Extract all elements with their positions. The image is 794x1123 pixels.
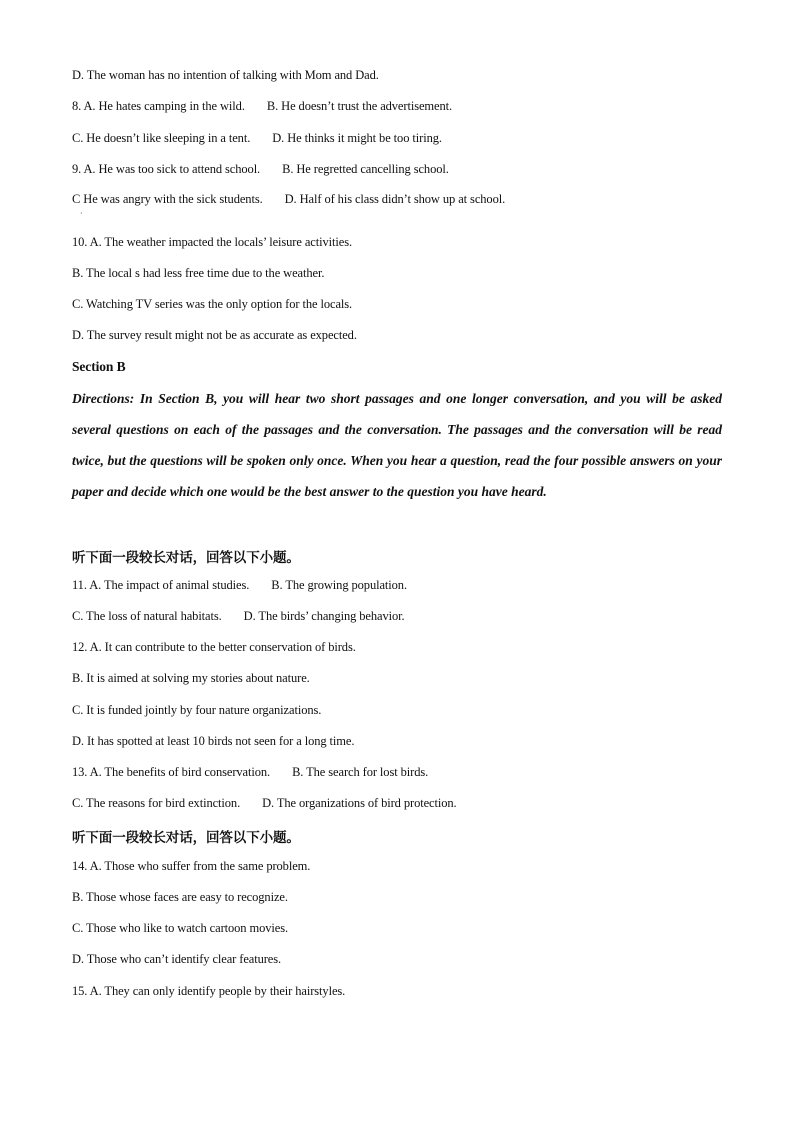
q9-option-b: B. He regretted cancelling school. xyxy=(282,162,449,176)
q11-option-b: B. The growing population. xyxy=(271,578,407,592)
q11-row-2 xyxy=(72,609,405,624)
conversation-heading-1: 听下面一段较长对话，回答以下小题。 xyxy=(72,550,300,566)
q12-option-a: 12. A. It can contribute to the better conservation of birds. xyxy=(72,640,356,654)
section-b-directions: Directions: In Section B, you will hear two short passages and one longer conversation, and you will be asked several questions on each of the passages and the conversation. The passages and the conversation will be read twice, but the questions will be spoken only once. When you hear a question, read the four possible answers on your paper and decide which one would be the best answer to the question you have heard. xyxy=(72,391,722,499)
q12-option-d: D. It has spotted at least 10 birds not seen for a long time. xyxy=(72,734,355,748)
q14-option-a: 14. A. Those who suffer from the same problem. xyxy=(72,859,311,873)
q9-option-c: C He was angry with the sick students. xyxy=(72,192,263,206)
q12-option-b: B. It is aimed at solving my stories about nature. xyxy=(72,671,310,685)
q11-option-a: 11. A. The impact of animal studies. xyxy=(72,578,250,592)
q13-option-c: C. The reasons for bird extinction. xyxy=(72,796,241,810)
conversation-heading-2: 听下面一段较长对话，回答以下小题。 xyxy=(72,830,300,846)
q9-row-1 xyxy=(72,162,449,177)
q15-option-a: 15. A. They can only identify people by their hairstyles. xyxy=(72,984,346,998)
q10-option-d: D. The survey result might not be as accurate as expected. xyxy=(72,328,357,342)
q8-option-b: B. He doesn’t trust the advertisement. xyxy=(266,99,453,113)
stray-mark: · xyxy=(80,209,83,218)
q9-option-d: D. Half of his class didn’t show up at school. xyxy=(284,192,506,206)
q8-option-d: D. He thinks it might be too tiring. xyxy=(272,131,442,145)
q13-row-2 xyxy=(72,796,457,811)
section-b-title: Section B xyxy=(72,359,126,374)
q11-row-1 xyxy=(72,578,407,593)
q8-option-c: C. He doesn’t like sleeping in a tent. xyxy=(72,131,251,145)
q10-option-c: C. Watching TV series was the only option for the locals. xyxy=(72,297,353,311)
q10-option-b: B. The local s had less free time due to the weather. xyxy=(72,266,325,280)
q13-row-1 xyxy=(72,765,428,780)
q9-row-2 xyxy=(72,192,505,207)
q8-row-1 xyxy=(72,99,452,114)
q14-option-b: B. Those whose faces are easy to recognize. xyxy=(72,890,288,904)
q11-option-c: C. The loss of natural habitats. xyxy=(72,609,222,623)
q12-option-c: C. It is funded jointly by four nature organizations. xyxy=(72,703,322,717)
q13-option-a: 13. A. The benefits of bird conservation. xyxy=(72,765,271,779)
q8-option-a: 8. A. He hates camping in the wild. xyxy=(72,99,245,113)
q9-option-a: 9. A. He was too sick to attend school. xyxy=(72,162,261,176)
q13-option-b: B. The search for lost birds. xyxy=(292,765,429,779)
q10-option-a: 10. A. The weather impacted the locals’ leisure activities. xyxy=(72,235,352,249)
q13-option-d: D. The organizations of bird protection. xyxy=(262,796,457,810)
q14-option-c: C. Those who like to watch cartoon movies. xyxy=(72,921,289,935)
q7-option-d: D. The woman has no intention of talking with Mom and Dad. xyxy=(72,68,379,82)
q14-option-d: D. Those who can’t identify clear features. xyxy=(72,952,282,966)
q11-option-d: D. The birds’ changing behavior. xyxy=(243,609,405,623)
q8-row-2 xyxy=(72,131,442,146)
